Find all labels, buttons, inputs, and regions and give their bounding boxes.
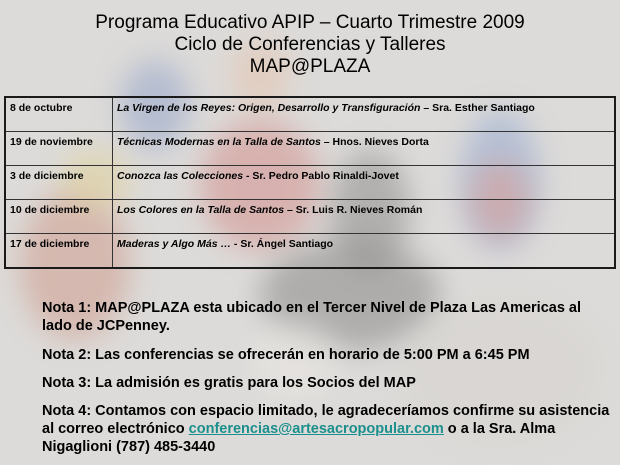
date-cell: 19 de noviembre	[5, 132, 113, 166]
event-cell	[113, 132, 616, 166]
date-cell: 17 de diciembre	[5, 234, 113, 269]
table-row	[5, 97, 615, 132]
title-line-1: Programa Educativo APIP – Cuarto Trimestre 2009	[95, 12, 525, 33]
event-speaker: - Sr. Pedro Pablo Rinaldi-Jovet	[243, 170, 399, 182]
title-line-2: Ciclo de Conferencias y Talleres	[174, 34, 446, 55]
event-cell	[113, 166, 616, 200]
table-row	[5, 166, 615, 200]
date-cell: 3 de diciembre	[5, 166, 113, 200]
event-title: Maderas y Algo Más …	[117, 238, 231, 250]
email-link[interactable]: conferencias@artesacropopular.com	[188, 421, 444, 437]
table-row	[5, 132, 615, 166]
table-row	[5, 234, 615, 269]
event-speaker: – Hnos. Nieves Dorta	[320, 136, 429, 148]
event-cell	[113, 97, 616, 132]
title-line-3: MAP@PLAZA	[249, 56, 371, 77]
event-title: Técnicas Modernas en la Talla de Santos	[117, 136, 321, 148]
note-4-text: Nota 4: Contamos con espacio limitado, le agradeceríamos confirme su asistencia al correo electrónico	[42, 403, 610, 437]
note-4-contact: o a la Sra. Alma Nigaglioni (787) 485-3440	[42, 421, 556, 455]
table-row	[5, 200, 615, 234]
note-3: Nota 3: La admisión es gratis para los Socios del MAP	[42, 375, 416, 391]
schedule-table	[4, 96, 616, 269]
event-cell	[113, 200, 616, 234]
event-speaker: – Sr. Luis R. Nieves Román	[284, 204, 423, 216]
date-cell: 8 de octubre	[5, 97, 113, 132]
event-cell	[113, 234, 616, 269]
event-speaker: – Sra. Esther Santiago	[420, 102, 535, 114]
event-speaker: - Sr. Ángel Santiago	[230, 238, 334, 250]
event-title: Los Colores en la Talla de Santos	[117, 204, 285, 216]
event-title: La Virgen de los Reyes: Origen, Desarrollo y Transfiguración	[117, 102, 421, 114]
note-1: Nota 1: MAP@PLAZA esta ubicado en el Tercer Nivel de Plaza Las Americas al lado de JCPenney.	[42, 300, 582, 334]
note-2: Nota 2: Las conferencias se ofrecerán en horario de 5:00 PM a 6:45 PM	[42, 347, 530, 363]
event-title: Conozca las Colecciones	[117, 170, 244, 182]
note-4	[42, 402, 612, 456]
date-cell: 10 de diciembre	[5, 200, 113, 234]
